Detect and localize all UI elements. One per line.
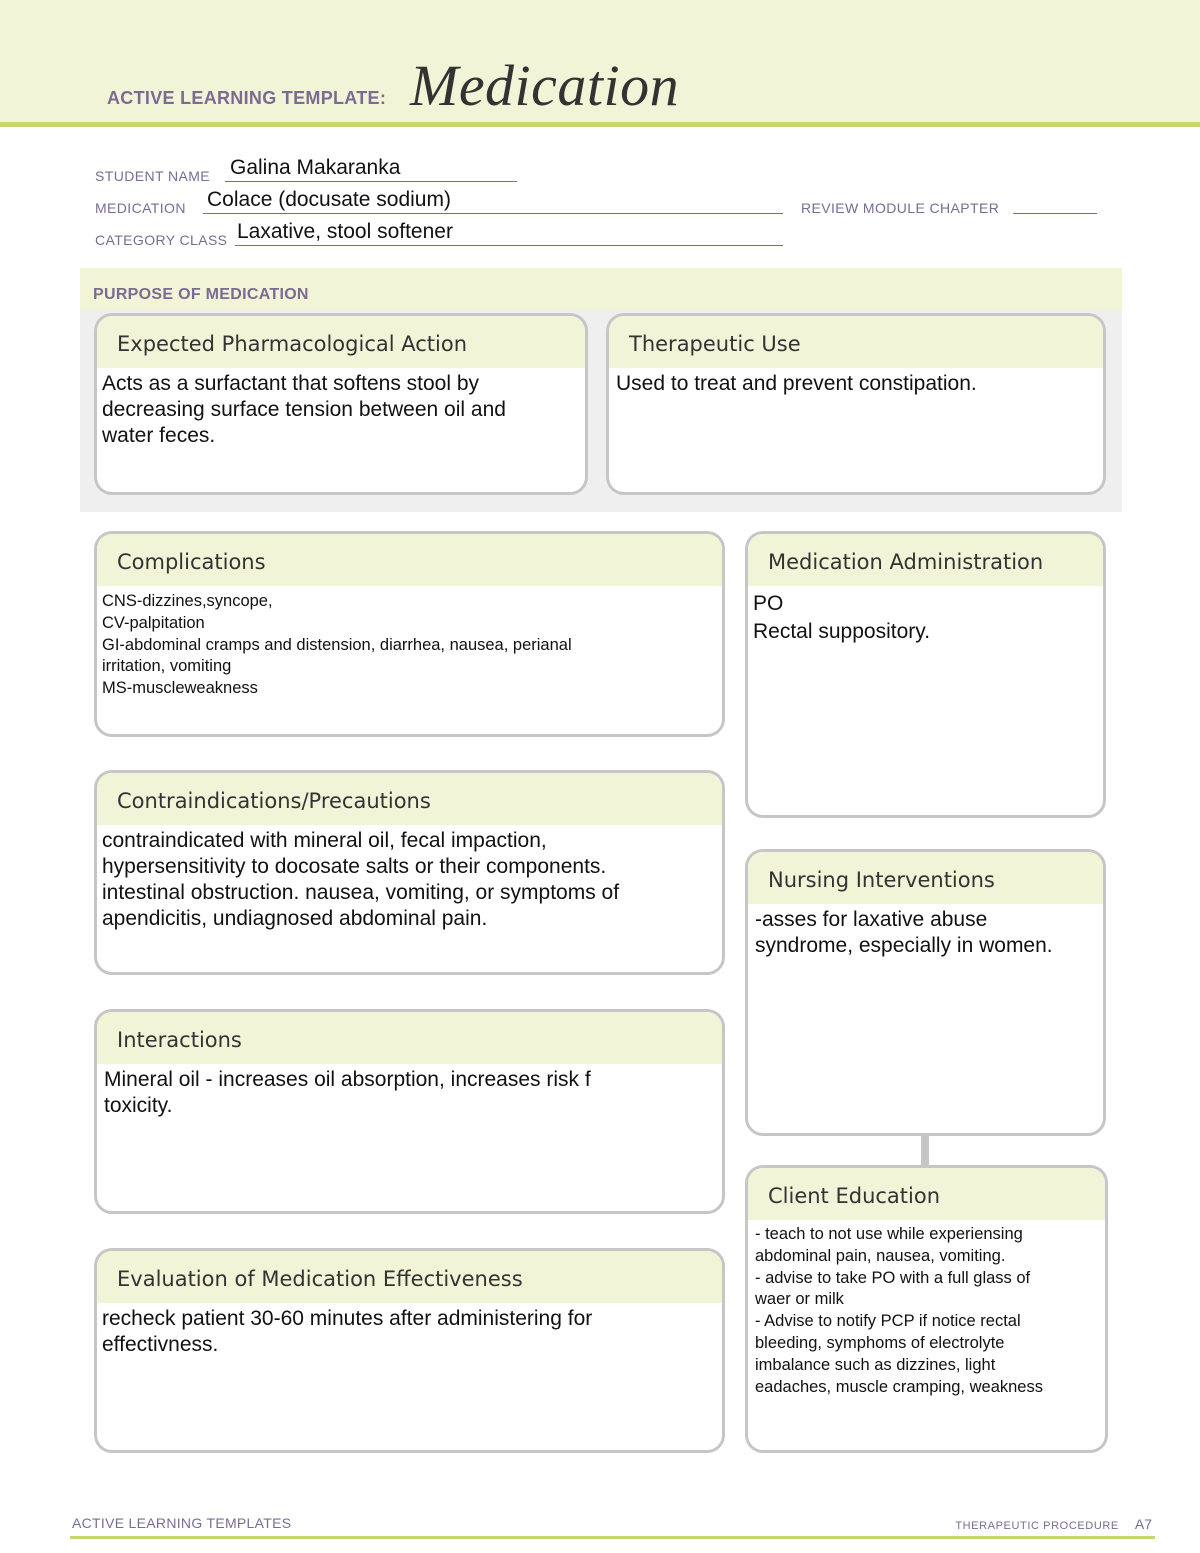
pharm-action-line: decreasing surface tension between oil and (102, 398, 506, 421)
pharm-action-line: Acts as a surfactant that softens stool by (102, 372, 480, 395)
footer-left: ACTIVE LEARNING TEMPLATES (72, 1515, 292, 1531)
evaluation-text[interactable] (97, 1303, 722, 1358)
therapeutic-use-card (606, 313, 1106, 495)
complications-title: Complications (97, 534, 722, 586)
nursing-title: Nursing Interventions (748, 852, 1103, 904)
page-number: A7 (1134, 1516, 1152, 1532)
client-education-card (745, 1165, 1108, 1453)
administration-card (745, 531, 1106, 818)
medication-underline (203, 213, 783, 214)
card-connector (921, 1134, 929, 1166)
nursing-line: syndrome, especially in women. (755, 934, 1053, 957)
purpose-label: PURPOSE OF MEDICATION (93, 286, 309, 303)
category-class-row (95, 222, 795, 248)
complications-line: CNS-dizzines,syncope, (102, 592, 273, 610)
interactions-line: toxicity. (104, 1094, 173, 1117)
nursing-text[interactable] (748, 904, 1103, 959)
student-name-underline (225, 181, 517, 182)
template-label: ACTIVE LEARNING TEMPLATE: (107, 88, 387, 108)
footer-right (955, 1516, 1152, 1532)
administration-line: PO (753, 592, 784, 615)
student-name-row (95, 158, 520, 184)
contraindications-line: apendicitis, undiagnosed abdominal pain. (102, 907, 488, 930)
client-education-text[interactable] (748, 1220, 1105, 1398)
student-name-field[interactable]: Galina Makaranka (230, 156, 401, 179)
complications-card (94, 531, 725, 737)
client-education-line: - advise to take PO with a full glass of (755, 1268, 1031, 1287)
complications-line: GI-abdominal cramps and distension, diarrhea, nausea, perianal (102, 635, 572, 654)
client-education-line: imbalance such as dizzines, light (755, 1355, 996, 1374)
administration-title: Medication Administration (748, 534, 1103, 586)
medication-row (95, 190, 1100, 216)
client-education-line: - Advise to notify PCP if notice rectal (755, 1312, 1021, 1331)
nursing-line: -asses for laxative abuse (755, 908, 988, 931)
interactions-title: Interactions (97, 1012, 722, 1064)
therapeutic-use-text[interactable] (609, 368, 1103, 397)
complications-text[interactable] (97, 586, 722, 700)
client-education-line: waer or milk (755, 1290, 844, 1309)
interactions-line: Mineral oil - increases oil absorption, increases risk f (104, 1068, 591, 1091)
evaluation-card (94, 1248, 725, 1453)
page-title: Medication (410, 53, 680, 118)
pharm-action-title: Expected Pharmacological Action (97, 316, 585, 368)
contraindications-line: intestinal obstruction. nausea, vomiting, or symptoms of (102, 881, 620, 904)
administration-text[interactable] (748, 586, 1103, 646)
evaluation-title: Evaluation of Medication Effectiveness (97, 1251, 722, 1303)
contraindications-title: Contraindications/Precautions (97, 773, 722, 825)
client-education-line: - teach to not use while experiensing (755, 1225, 1023, 1243)
client-education-line: eadaches, muscle cramping, weakness (755, 1377, 1043, 1396)
evaluation-line: recheck patient 30-60 minutes after administering for (102, 1307, 593, 1330)
client-education-line: bleeding, symphoms of electrolyte (755, 1333, 1005, 1352)
contraindications-card (94, 770, 725, 975)
contraindications-line: contraindicated with mineral oil, fecal impaction, (102, 829, 547, 852)
category-class-underline (235, 245, 783, 246)
interactions-text[interactable] (97, 1064, 722, 1119)
interactions-card (94, 1009, 725, 1214)
administration-line: Rectal suppository. (753, 620, 931, 643)
student-name-label: STUDENT NAME (95, 168, 210, 184)
pharm-action-line: water feces. (102, 424, 216, 447)
client-education-title: Client Education (748, 1168, 1105, 1220)
nursing-card (745, 849, 1106, 1136)
pharm-action-text[interactable] (97, 368, 585, 449)
contraindications-line: hypersensitivity to docosate salts or their components. (102, 855, 607, 878)
footer-rule (70, 1536, 1155, 1539)
header-rule (0, 122, 1200, 127)
complications-line: MS-muscleweakness (102, 679, 258, 698)
complications-line: CV-palpitation (102, 613, 205, 632)
client-education-line: abdominal pain, nausea, vomiting. (755, 1246, 1006, 1265)
footer-section: THERAPEUTIC PROCEDURE (955, 1520, 1119, 1532)
complications-line: irritation, vomiting (102, 657, 232, 676)
contraindications-text[interactable] (97, 825, 722, 932)
therapeutic-use-line: Used to treat and prevent constipation. (616, 372, 977, 395)
evaluation-line: effectivness. (102, 1333, 219, 1356)
category-class-label: CATEGORY CLASS (95, 232, 228, 248)
therapeutic-use-title: Therapeutic Use (609, 316, 1103, 368)
medication-label: MEDICATION (95, 200, 186, 216)
medication-field[interactable]: Colace (docusate sodium) (207, 188, 451, 211)
category-class-field[interactable]: Laxative, stool softener (237, 220, 453, 243)
review-module-underline (1013, 213, 1097, 214)
pharm-action-card (94, 313, 588, 495)
review-module-label: REVIEW MODULE CHAPTER (801, 200, 1000, 216)
